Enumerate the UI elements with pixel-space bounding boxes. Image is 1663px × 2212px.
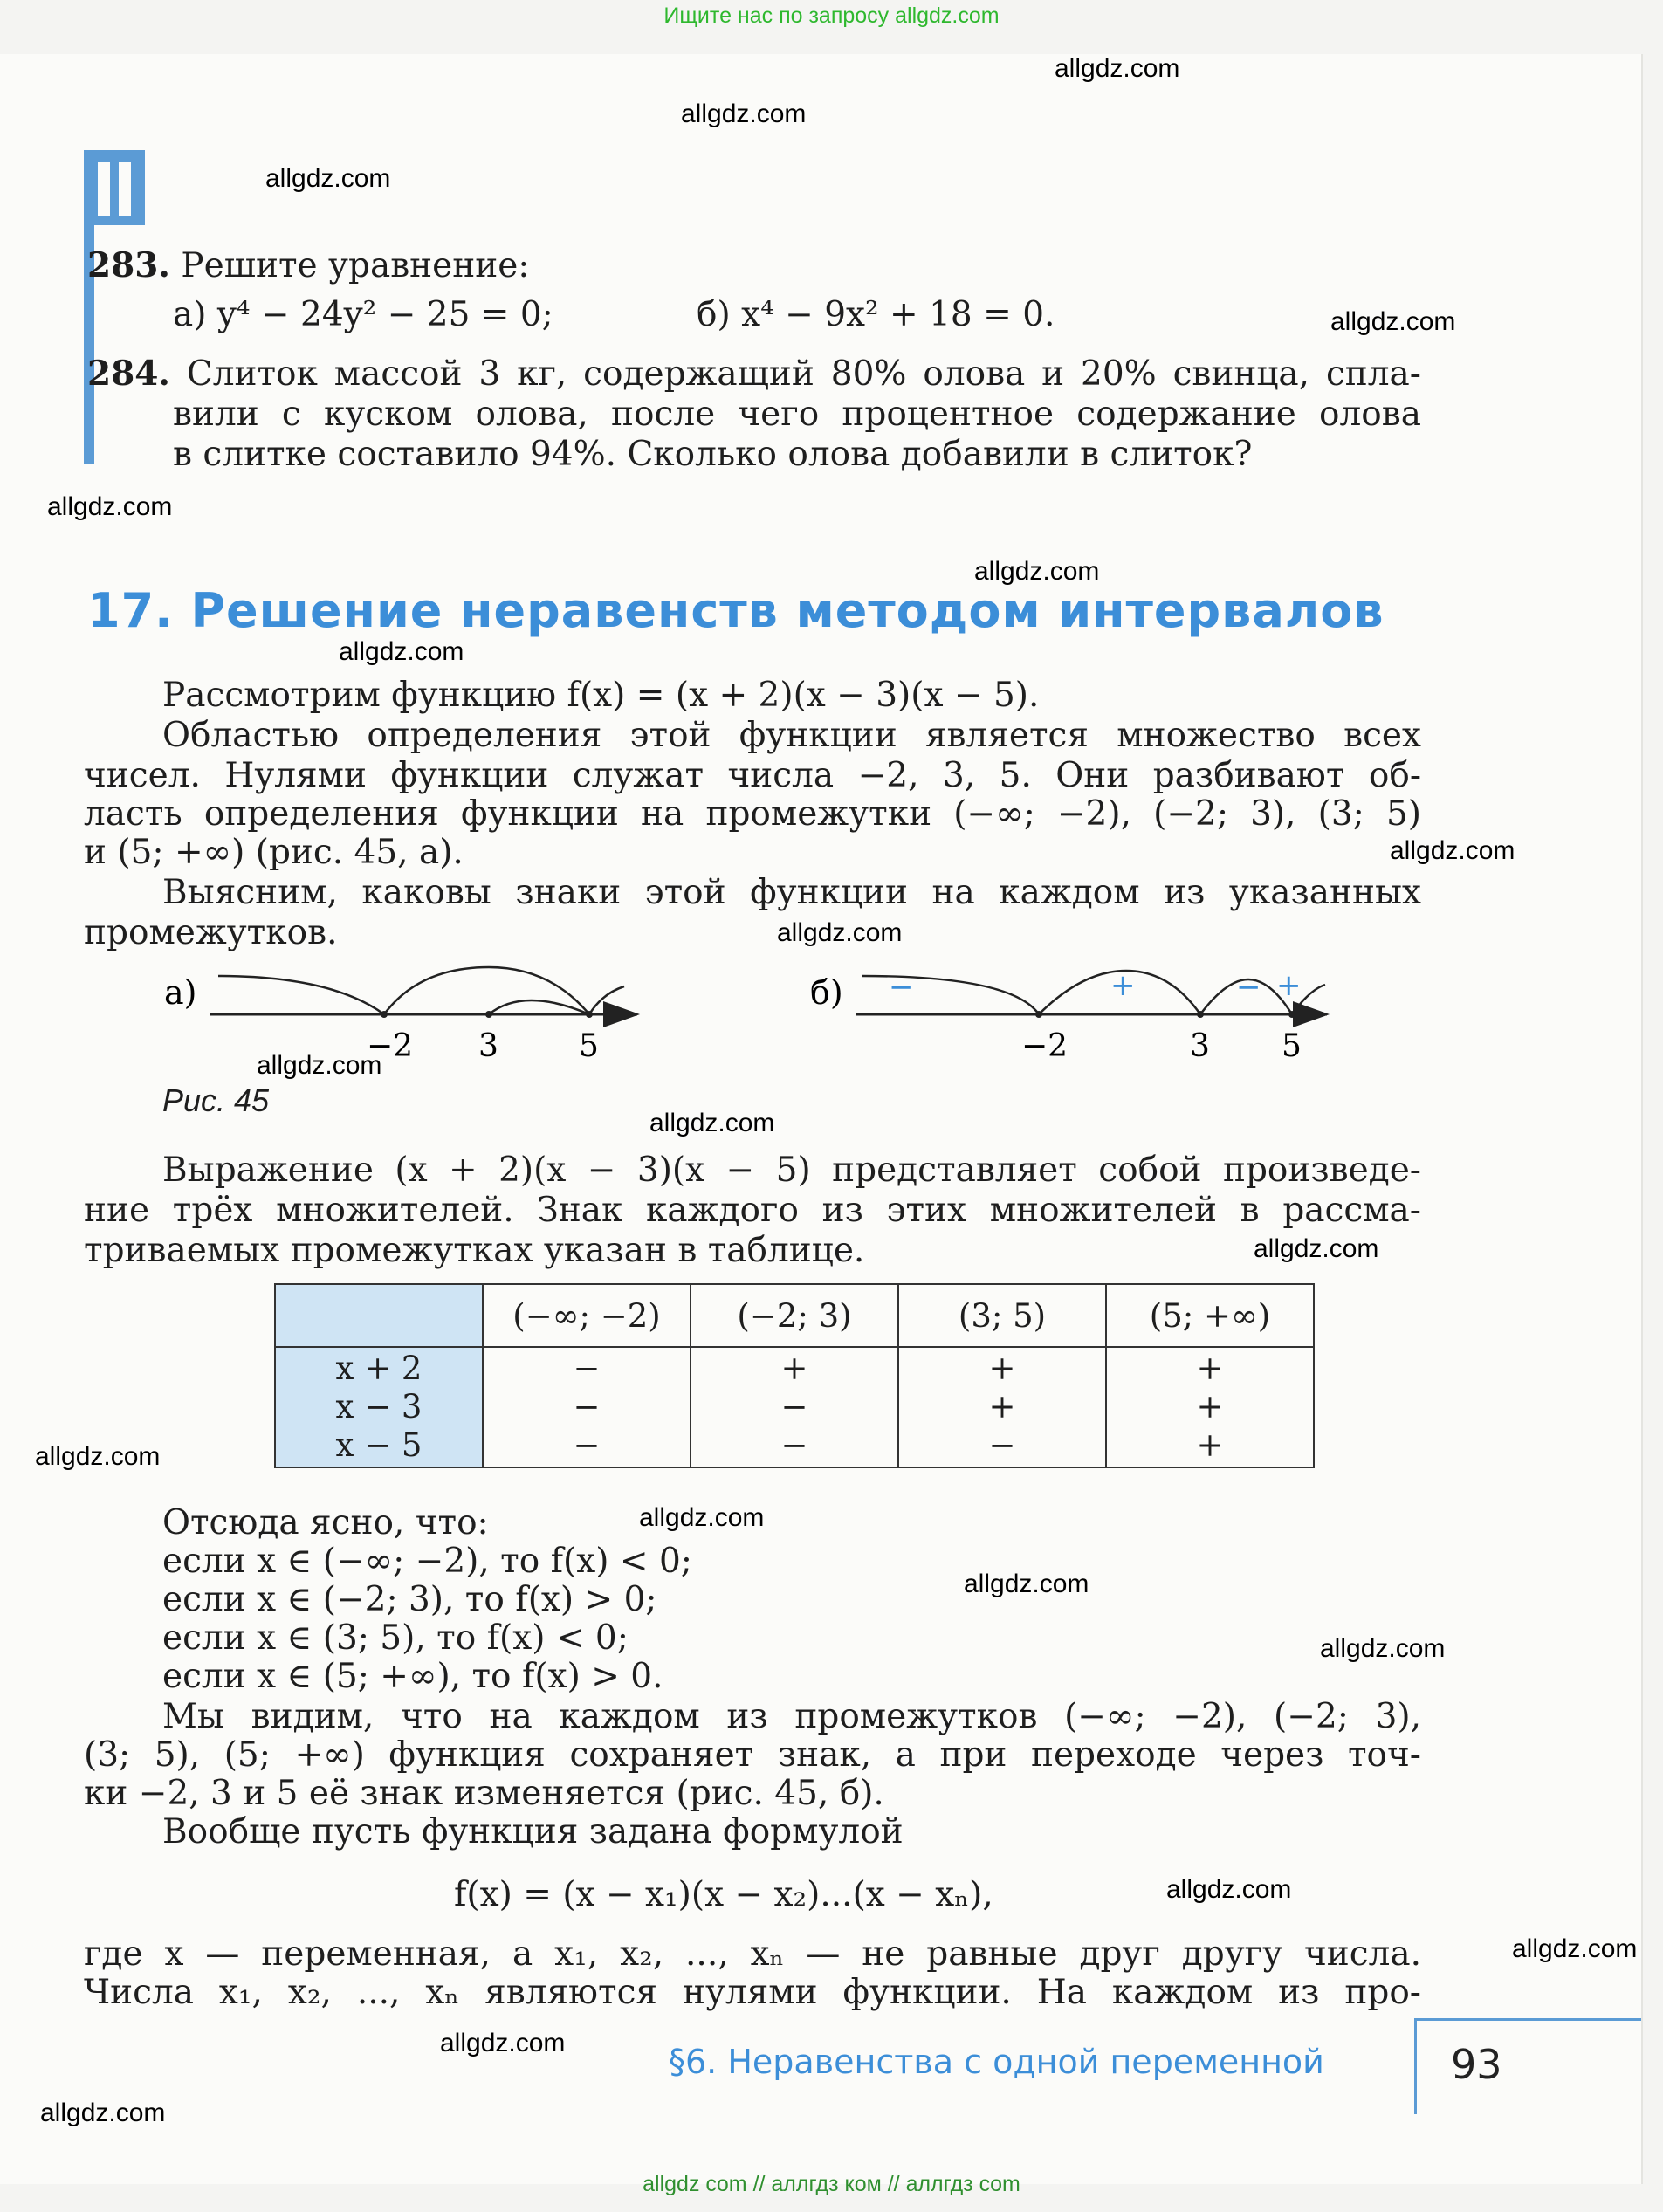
paragraph-line: Выясним, каковы знаки этой функции на каждом из указанных (162, 873, 1421, 912)
formula: f(x) = (x − x₁)(x − x₂)...(x − xₙ), (454, 1875, 993, 1914)
watermark: allgdz.com (1166, 1875, 1292, 1904)
factor-label: x + 2 (335, 1350, 423, 1387)
paragraph-line: Вообще пусть функция задана формулой (162, 1812, 904, 1851)
chapter-title: §6. Неравенства с одной переменной (669, 2043, 1324, 2081)
watermark: allgdz.com (440, 2029, 566, 2057)
watermark: allgdz.com (1330, 307, 1456, 336)
paragraph-line: (3; 5), (5; +∞) функция сохраняет знак, а при переходе через точ- (84, 1735, 1421, 1775)
table-header: (−∞; −2) (483, 1284, 691, 1347)
sign-cell: − (988, 1426, 1016, 1464)
factor-label: x − 5 (335, 1426, 423, 1464)
exercise-level-icon (84, 150, 145, 225)
paragraph-line: Выражение (x + 2)(x − 3)(x − 5) представляет собой произведе- (162, 1151, 1421, 1190)
watermark: allgdz.com (1512, 1934, 1638, 1963)
condition-line: если x ∈ (3; 5), то f(x) < 0; (162, 1618, 629, 1658)
footer-divider (1414, 2018, 1641, 2021)
sign-cell: − (573, 1388, 601, 1425)
sign-label: − (1236, 970, 1261, 1005)
paragraph-line: ласть определения функции на промежутки (−∞; −2), (−2; 3), (3; 5) (84, 794, 1421, 834)
sign-cell: + (988, 1350, 1016, 1387)
exercise-text: Слиток массой 3 кг, содержащий 80% олова и 20% свинца, спла- (186, 354, 1421, 394)
exercise-283-b: б) x⁴ − 9x² + 18 = 0. (697, 295, 1055, 334)
zero-point (485, 1011, 492, 1018)
exercise-283 (87, 246, 529, 285)
exercise-283-a: а) y⁴ − 24y² − 25 = 0; (173, 295, 553, 334)
watermark: allgdz.com (257, 1051, 382, 1080)
zero-point (1288, 1011, 1295, 1018)
sign-cell: + (988, 1388, 1016, 1425)
zero-point (586, 1011, 593, 1018)
zero-point (381, 1011, 388, 1018)
sign-cell: − (780, 1388, 808, 1425)
factor-column (275, 1347, 483, 1467)
watermark: allgdz.com (777, 918, 903, 947)
sign-label: − (889, 970, 914, 1005)
paragraph-line: Рассмотрим функцию f(x) = (x + 2)(x − 3)(x − 5). (162, 676, 1040, 715)
table-header-row (275, 1284, 1314, 1347)
exercise-number: 283. (87, 245, 170, 285)
paragraph-line: Числа x₁, x₂, ..., xₙ являются нулями функции. На каждом из про- (84, 1973, 1421, 2012)
paragraph-line: ние трёх множителей. Знак каждого из этих множителей в рассма- (84, 1191, 1421, 1230)
sign-cell: + (1196, 1388, 1224, 1425)
zero-point (1197, 1011, 1204, 1018)
watermark: allgdz.com (265, 164, 391, 193)
zero-point (1035, 1011, 1042, 1018)
sign-column (1106, 1347, 1314, 1467)
watermark: allgdz.com (1055, 54, 1180, 83)
table-corner-cell (275, 1284, 483, 1347)
paragraph-line: Отсюда ясно, что: (162, 1503, 489, 1542)
tick-label: 3 (478, 1028, 498, 1064)
sign-cell: + (780, 1350, 808, 1387)
figure-label-a: а) (164, 973, 197, 1012)
watermark: allgdz.com (639, 1503, 765, 1532)
arc (218, 976, 384, 1014)
arc (489, 1000, 589, 1014)
top-banner[interactable]: Ищите нас по запросу allgdz.com (663, 3, 1000, 28)
sign-cell: − (780, 1426, 808, 1464)
tick-label: −2 (367, 1028, 414, 1064)
page-number: 93 (1451, 2041, 1502, 2088)
watermark: allgdz.com (681, 100, 807, 128)
condition-line: если x ∈ (5; +∞), то f(x) > 0. (162, 1657, 663, 1696)
watermark: allgdz.com (339, 637, 464, 666)
exercise-284-line: в слитке составило 94%. Сколько олова добавили в слиток? (173, 435, 1253, 474)
sign-column (898, 1347, 1106, 1467)
watermark: allgdz.com (40, 2099, 166, 2127)
watermark: allgdz.com (35, 1442, 161, 1471)
watermark: allgdz.com (964, 1570, 1089, 1598)
tick-label: 3 (1190, 1028, 1210, 1064)
tick-label: −2 (1021, 1028, 1069, 1064)
sign-cell: + (1196, 1426, 1224, 1464)
arc (384, 967, 589, 1014)
watermark: allgdz.com (47, 492, 173, 521)
paragraph-line: чисел. Нулями функции служат числа −2, 3, 5. Они разбивают об- (84, 756, 1421, 795)
figure-label-b: б) (810, 973, 843, 1012)
watermark: allgdz.com (649, 1109, 775, 1137)
paragraph-line: где x — переменная, а x₁, x₂, ..., xₙ — не равные друг другу числа. (84, 1934, 1421, 1974)
paragraph-line: ки −2, 3 и 5 её знак изменяется (рис. 45, б). (84, 1774, 884, 1813)
sign-cell: + (1196, 1350, 1224, 1387)
table-row (275, 1347, 1314, 1467)
paragraph-line: триваемых промежутках указан в таблице. (84, 1231, 865, 1270)
watermark: allgdz.com (1254, 1234, 1379, 1263)
section-heading: 17. Решение неравенств методом интервалов (87, 583, 1385, 638)
exercise-text: Решите уравнение: (181, 246, 530, 285)
paragraph-line: промежутков. (84, 913, 338, 952)
exercise-284-line (87, 354, 1421, 394)
paragraph-line: Областью определения этой функции является множество всех (162, 716, 1421, 755)
watermark: allgdz.com (1320, 1634, 1446, 1663)
figure-caption: Рис. 45 (162, 1082, 270, 1118)
table-header: (3; 5) (898, 1284, 1106, 1347)
paragraph-line: Мы видим, что на каждом из промежутков (−∞; −2), (−2; 3), (162, 1697, 1421, 1736)
sign-label: + (1276, 968, 1302, 1003)
sign-label: + (1110, 968, 1136, 1003)
sign-table (274, 1283, 1315, 1468)
exercise-284-line: вили с куском олова, после чего процентное содержание олова (173, 395, 1421, 434)
condition-line: если x ∈ (−2; 3), то f(x) > 0; (162, 1580, 657, 1619)
paragraph-line: и (5; +∞) (рис. 45, а). (84, 833, 464, 872)
tick-label: 5 (1282, 1028, 1302, 1064)
watermark: allgdz.com (974, 557, 1100, 586)
sign-cell: − (573, 1426, 601, 1464)
condition-line: если x ∈ (−∞; −2), то f(x) < 0; (162, 1542, 692, 1581)
exercise-number: 284. (87, 354, 170, 394)
footer-divider (1414, 2018, 1417, 2114)
tick-label: 5 (579, 1028, 599, 1064)
figure-45 (157, 960, 1379, 1082)
sign-cell: − (573, 1350, 601, 1387)
arc (589, 986, 624, 1014)
bottom-banner[interactable]: allgdz com // аллгдз ком // аллгдз com (643, 2172, 1020, 2196)
sign-column (483, 1347, 691, 1467)
factor-label: x − 3 (335, 1388, 423, 1425)
watermark: allgdz.com (1390, 836, 1515, 865)
table-header: (5; +∞) (1106, 1284, 1314, 1347)
sign-column (691, 1347, 898, 1467)
table-header: (−2; 3) (691, 1284, 898, 1347)
